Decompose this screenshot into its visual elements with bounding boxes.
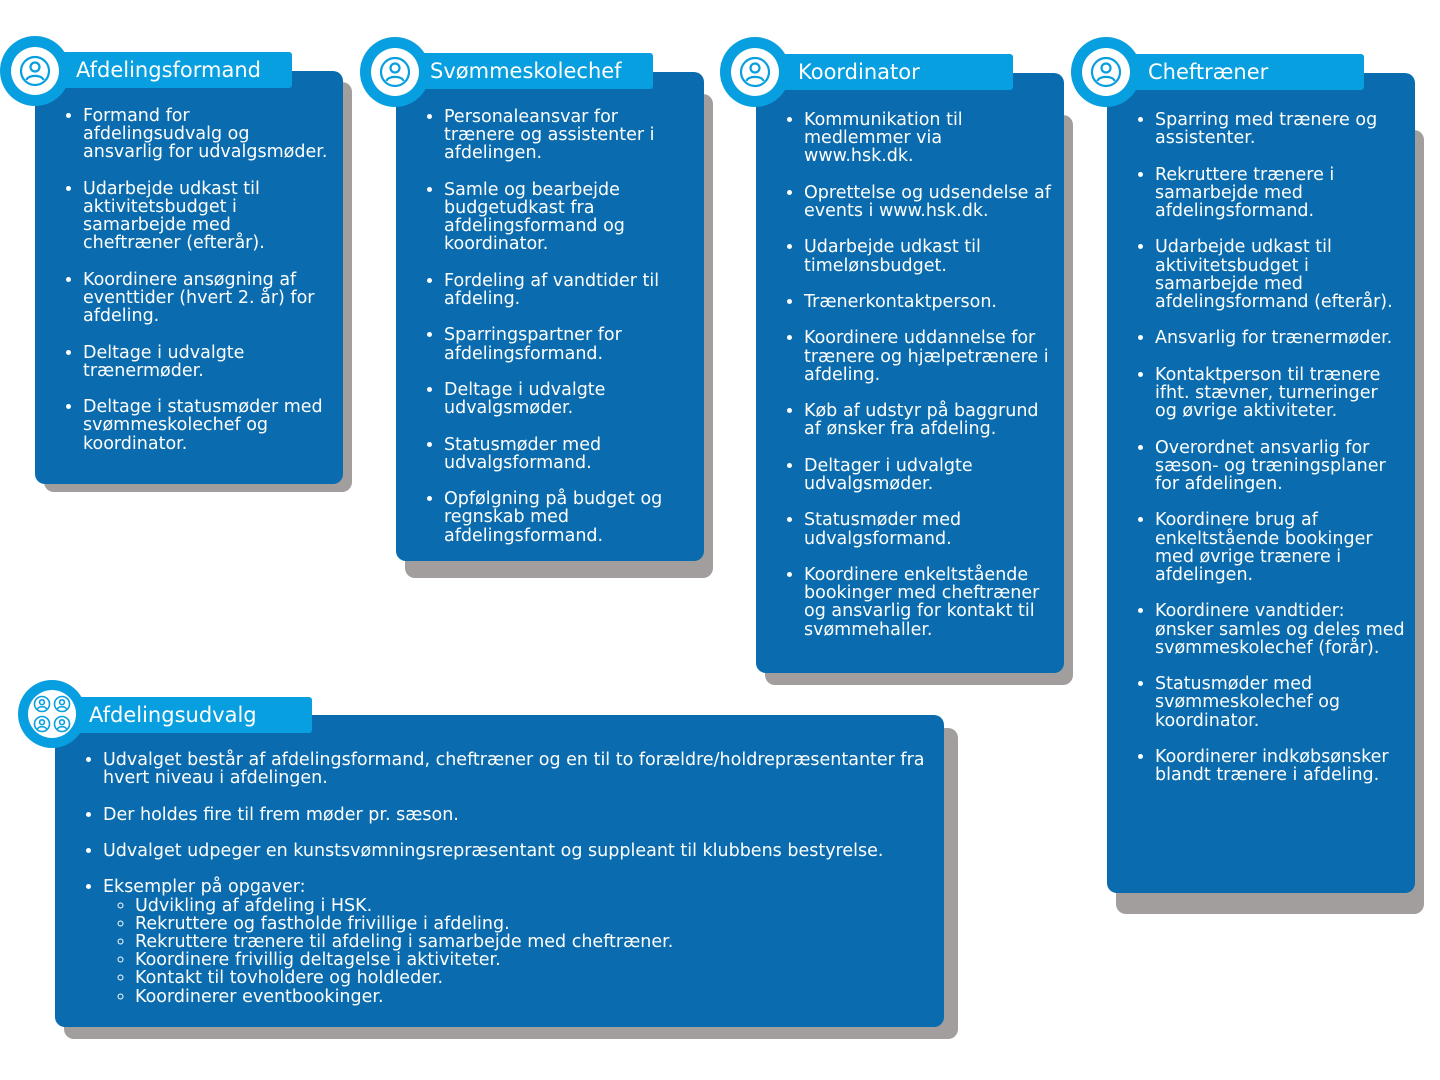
list-item: • Oprettelse og udsendelse af events i www.hsk.dk. (804, 184, 1052, 220)
committee-icon-badge (18, 680, 86, 748)
list-item: • Koordinere enkeltstående bookinger med cheftræner og ansvarlig for kontakt til svømmehaller. (804, 566, 1052, 639)
person-icon (371, 48, 419, 96)
list-item: • Koordinere uddannelse for trænere og hjælpetrænere i afdeling. (804, 329, 1052, 384)
list-item: • Udarbejde udkast til aktivitetsbudget i samarbejde med cheftræner (efterår). (83, 180, 329, 253)
list-item: • Deltager i udvalgte udvalgsmøder. (804, 457, 1052, 493)
role-title: Koordinator (798, 60, 920, 84)
committee-title: Afdelingsudvalg (89, 703, 257, 727)
sub-list-item: ◦ Rekruttere trænere til afdeling i samarbejde med cheftræner. (135, 933, 934, 951)
list-item: • Kontaktperson til trænere ifht. stævner, turneringer og øvrige aktiviteter. (1155, 366, 1405, 421)
card-body (756, 73, 1064, 673)
list-item: • Personaleansvar for trænere og assistenter i afdelingen. (444, 108, 690, 163)
role-title-tab (1108, 54, 1364, 90)
role-title-tab (398, 53, 653, 89)
committee-list (55, 751, 934, 1006)
role-icon-badge (1071, 37, 1141, 107)
list-item: • Udarbejde udkast til timelønsbudget. (804, 238, 1052, 274)
list-item: • Koordinere vandtider: ønsker samles og deles med svømmeskolechef (forår). (1155, 602, 1405, 657)
role-title-tab (758, 54, 1013, 90)
role-icon-badge (0, 36, 70, 106)
list-item: • Statusmøder med udvalgsformand. (444, 436, 690, 472)
list-item: • Koordinere brug af enkeltstående bookinger med øvrige trænere i afdelingen. (1155, 511, 1405, 584)
list-item: • Fordeling af vandtider til afdeling. (444, 272, 690, 308)
list-item: • Sparringspartner for afdelingsformand. (444, 326, 690, 362)
person-icon (731, 48, 779, 96)
card-body (35, 71, 343, 484)
role-task-list (35, 107, 329, 453)
list-item: • Trænerkontaktperson. (804, 293, 1052, 311)
role-title: Cheftræner (1148, 60, 1269, 84)
sub-list-item: ◦ Koordinerer eventbookinger. (135, 988, 934, 1006)
list-item: • Udvalget består af afdelingsformand, cheftræner og en til to forældre/holdrepræsentanter fra hvert niveau i afdelingen. (103, 751, 934, 787)
list-item: • Opfølgning på budget og regnskab med afdelingsformand. (444, 490, 690, 545)
list-item: • Koordinere ansøgning af eventtider (hvert 2. år) for afdeling. (83, 271, 329, 326)
list-item: • Deltage i udvalgte trænermøder. (83, 344, 329, 380)
card-body (55, 715, 944, 1027)
sub-list-item: ◦ Udvikling af afdeling i HSK. (135, 897, 934, 915)
card-body (396, 72, 704, 561)
role-icon-badge (360, 37, 430, 107)
list-item: • Sparring med trænere og assistenter. (1155, 111, 1405, 147)
role-task-list (1107, 111, 1405, 784)
examples-label: Eksempler på opgaver: (103, 877, 306, 898)
role-title: Afdelingsformand (76, 58, 261, 82)
list-item: • Udvalget udpeger en kunstsvømningsrepræsentant og suppleant til klubbens bestyrelse. (103, 842, 934, 860)
list-item: • Køb af udstyr på baggrund af ønsker fra afdeling. (804, 402, 1052, 438)
list-item: • Der holdes fire til frem møder pr. sæson. (103, 806, 934, 824)
group-icon (28, 690, 76, 738)
list-item: • Formand for afdelingsudvalg og ansvarlig for udvalgsmøder. (83, 107, 329, 162)
sub-list-item: ◦ Rekruttere og fastholde frivillige i afdeling. (135, 915, 934, 933)
list-item: • Statusmøder med udvalgsformand. (804, 511, 1052, 547)
list-item: • Koordinerer indkøbsønsker blandt trænere i afdeling. (1155, 748, 1405, 784)
card-body (1107, 73, 1415, 893)
list-item: • Deltage i udvalgte udvalgsmøder. (444, 381, 690, 417)
sub-list-item: ◦ Kontakt til tovholdere og holdleder. (135, 969, 934, 987)
person-icon (11, 47, 59, 95)
list-item: • Kommunikation til medlemmer via www.hsk.dk. (804, 111, 1052, 166)
examples-list (103, 897, 934, 1006)
list-item: • Rekruttere trænere i samarbejde med afdelingsformand. (1155, 166, 1405, 221)
list-item: • Udarbejde udkast til aktivitetsbudget i samarbejde med afdelingsformand (efterår). (1155, 238, 1405, 311)
list-item: • Deltage i statusmøder med svømmeskolechef og koordinator. (83, 398, 329, 453)
list-item (103, 878, 934, 1005)
role-title-tab (38, 52, 292, 88)
role-title: Svømmeskolechef (430, 59, 622, 83)
list-item: • Statusmøder med svømmeskolechef og koordinator. (1155, 675, 1405, 730)
list-item: • Ansvarlig for trænermøder. (1155, 329, 1405, 347)
role-icon-badge (720, 37, 790, 107)
list-item: • Samle og bearbejde budgetudkast fra afdelingsformand og koordinator. (444, 181, 690, 254)
person-icon (1082, 48, 1130, 96)
list-item: • Overordnet ansvarlig for sæson- og træningsplaner for afdelingen. (1155, 439, 1405, 494)
sub-list-item: ◦ Koordinere frivillig deltagelse i aktiviteter. (135, 951, 934, 969)
committee-title-tab (52, 697, 312, 733)
role-task-list (756, 111, 1052, 639)
role-task-list (396, 108, 690, 545)
